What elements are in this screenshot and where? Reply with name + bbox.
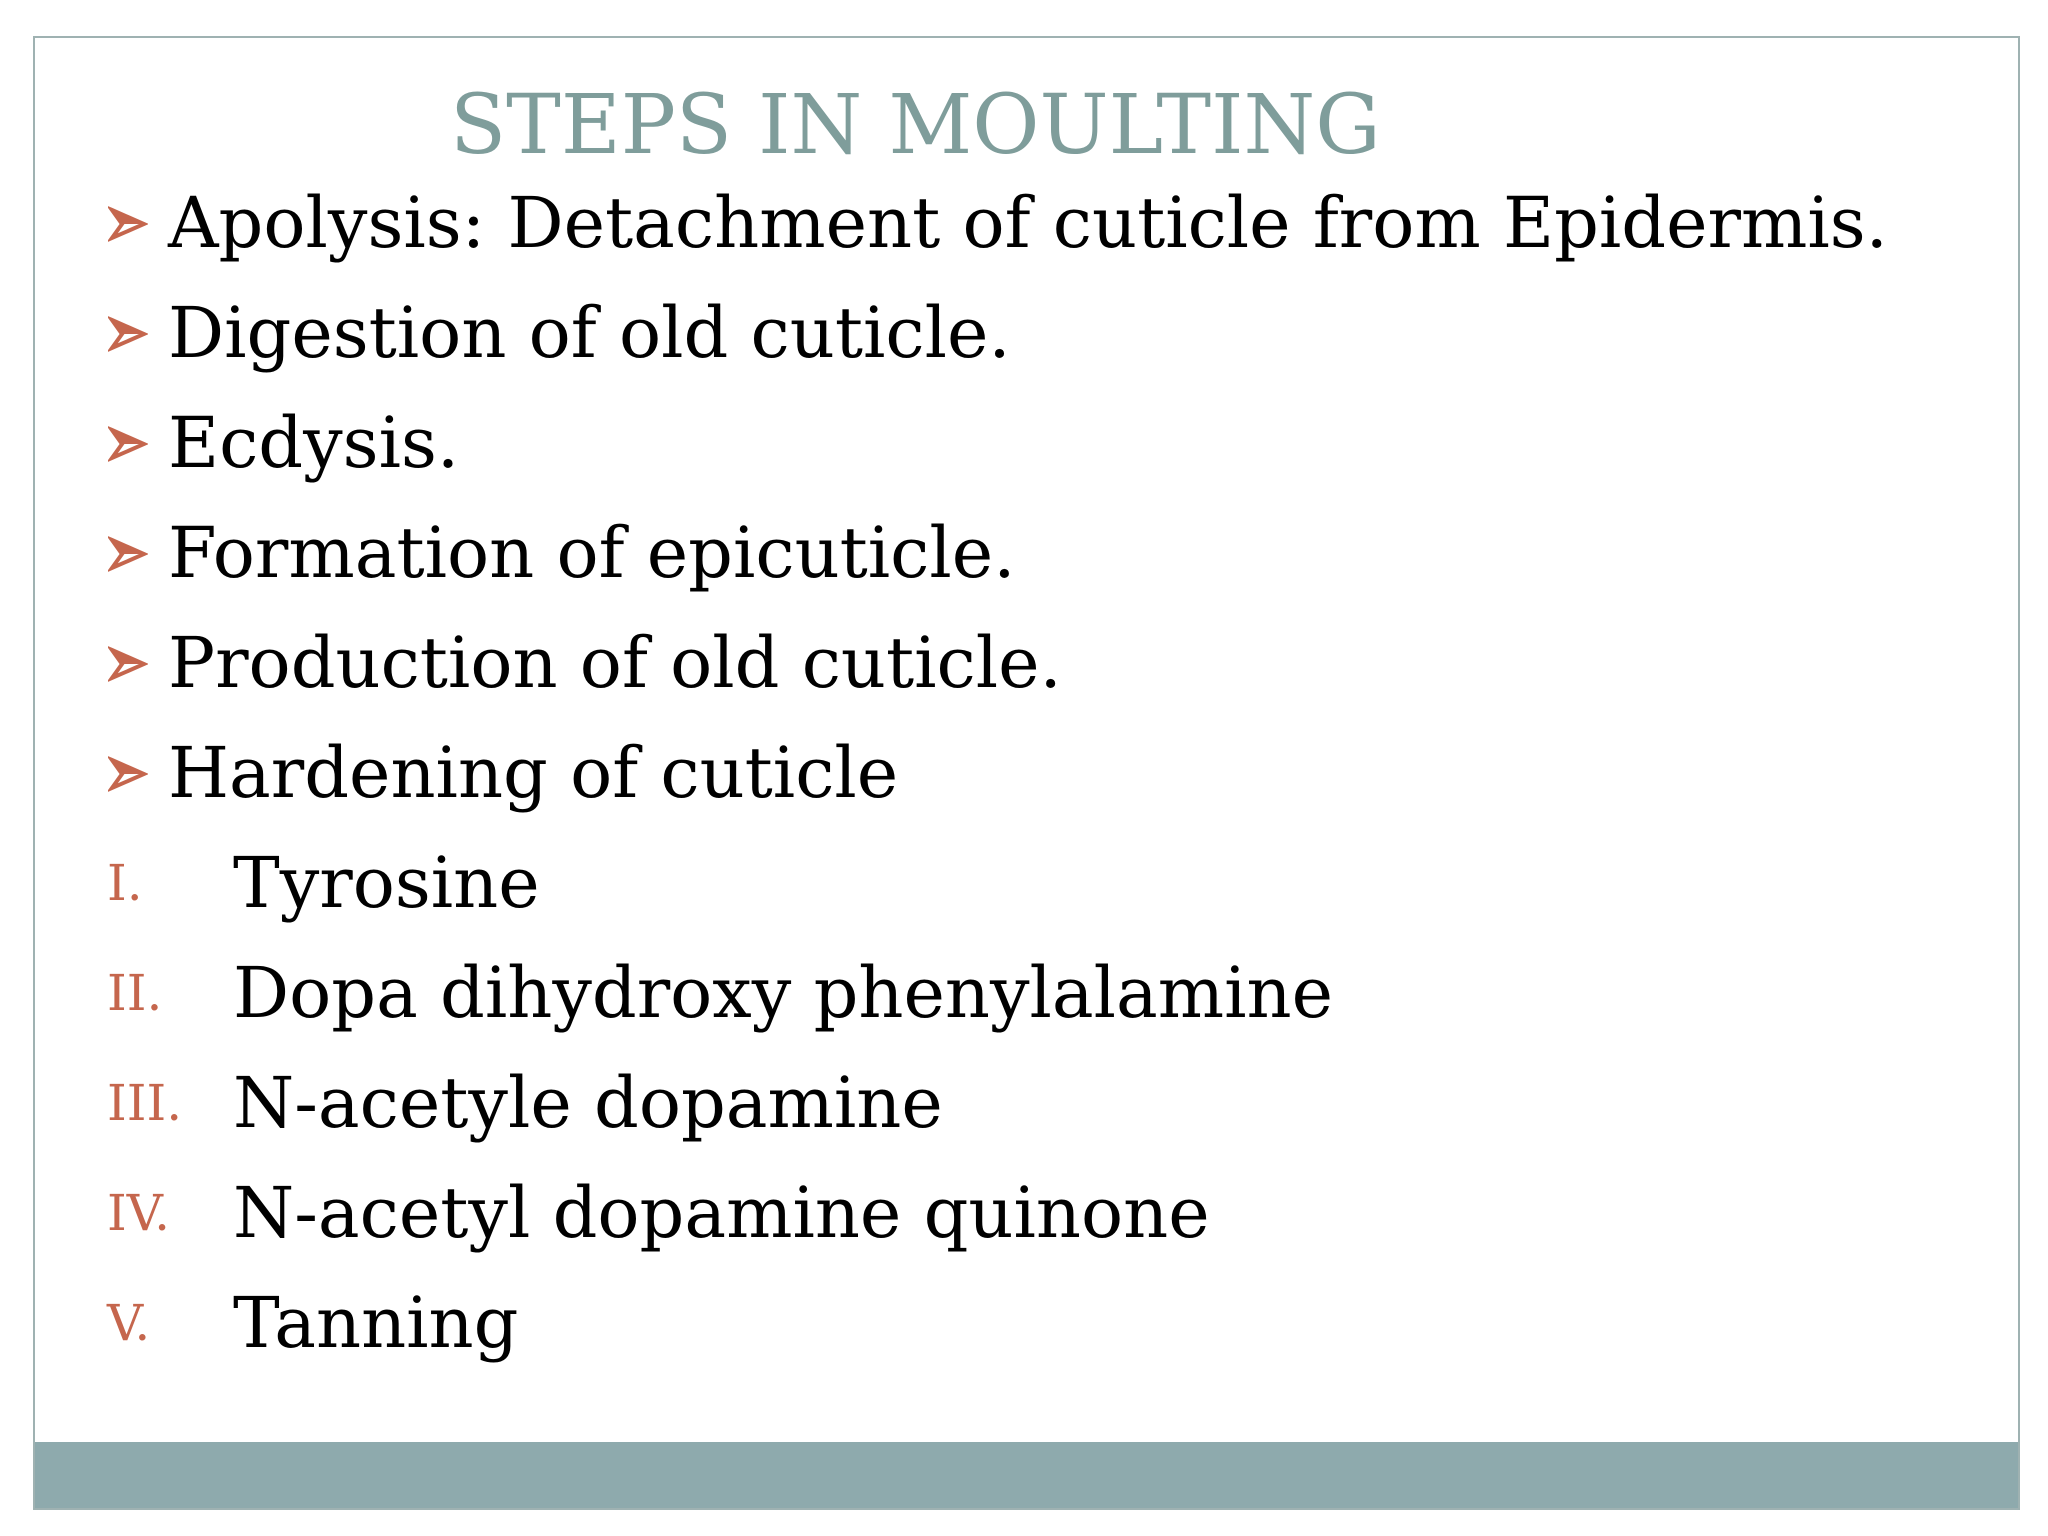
footer-bar bbox=[35, 1442, 2018, 1510]
arrow-right-bullet-icon bbox=[108, 754, 148, 794]
numbered-item-text: N-acetyle dopamine bbox=[233, 1062, 943, 1144]
arrow-right-bullet-icon bbox=[108, 644, 148, 684]
list-item-text: Production of old cuticle. bbox=[168, 622, 1062, 704]
roman-numeral-marker: II. bbox=[107, 964, 163, 1022]
arrow-right-bullet-icon bbox=[108, 204, 148, 244]
roman-numeral-marker: V. bbox=[107, 1294, 151, 1352]
list-item-text: Apolysis: Detachment of cuticle from Epidermis. bbox=[168, 182, 1888, 264]
arrow-right-bullet-icon bbox=[108, 534, 148, 574]
list-item-text: Hardening of cuticle bbox=[168, 732, 899, 814]
slide bbox=[33, 36, 2020, 1510]
list-item-text: Formation of epicuticle. bbox=[168, 512, 1016, 594]
numbered-item-text: Tanning bbox=[233, 1282, 519, 1364]
list-item-text: Ecdysis. bbox=[168, 402, 460, 484]
slide-title: STEPS IN MOULTING bbox=[450, 78, 1381, 173]
roman-numeral-marker: III. bbox=[107, 1074, 183, 1132]
arrow-right-bullet-icon bbox=[108, 424, 148, 464]
list-item-text: Digestion of old cuticle. bbox=[168, 292, 1011, 374]
numbered-item-text: Dopa dihydroxy phenylalamine bbox=[233, 952, 1334, 1034]
roman-numeral-marker: IV. bbox=[107, 1184, 171, 1242]
arrow-right-bullet-icon bbox=[108, 314, 148, 354]
numbered-item-text: N-acetyl dopamine quinone bbox=[233, 1172, 1210, 1254]
roman-numeral-marker: I. bbox=[107, 854, 143, 912]
numbered-item-text: Tyrosine bbox=[233, 842, 540, 924]
